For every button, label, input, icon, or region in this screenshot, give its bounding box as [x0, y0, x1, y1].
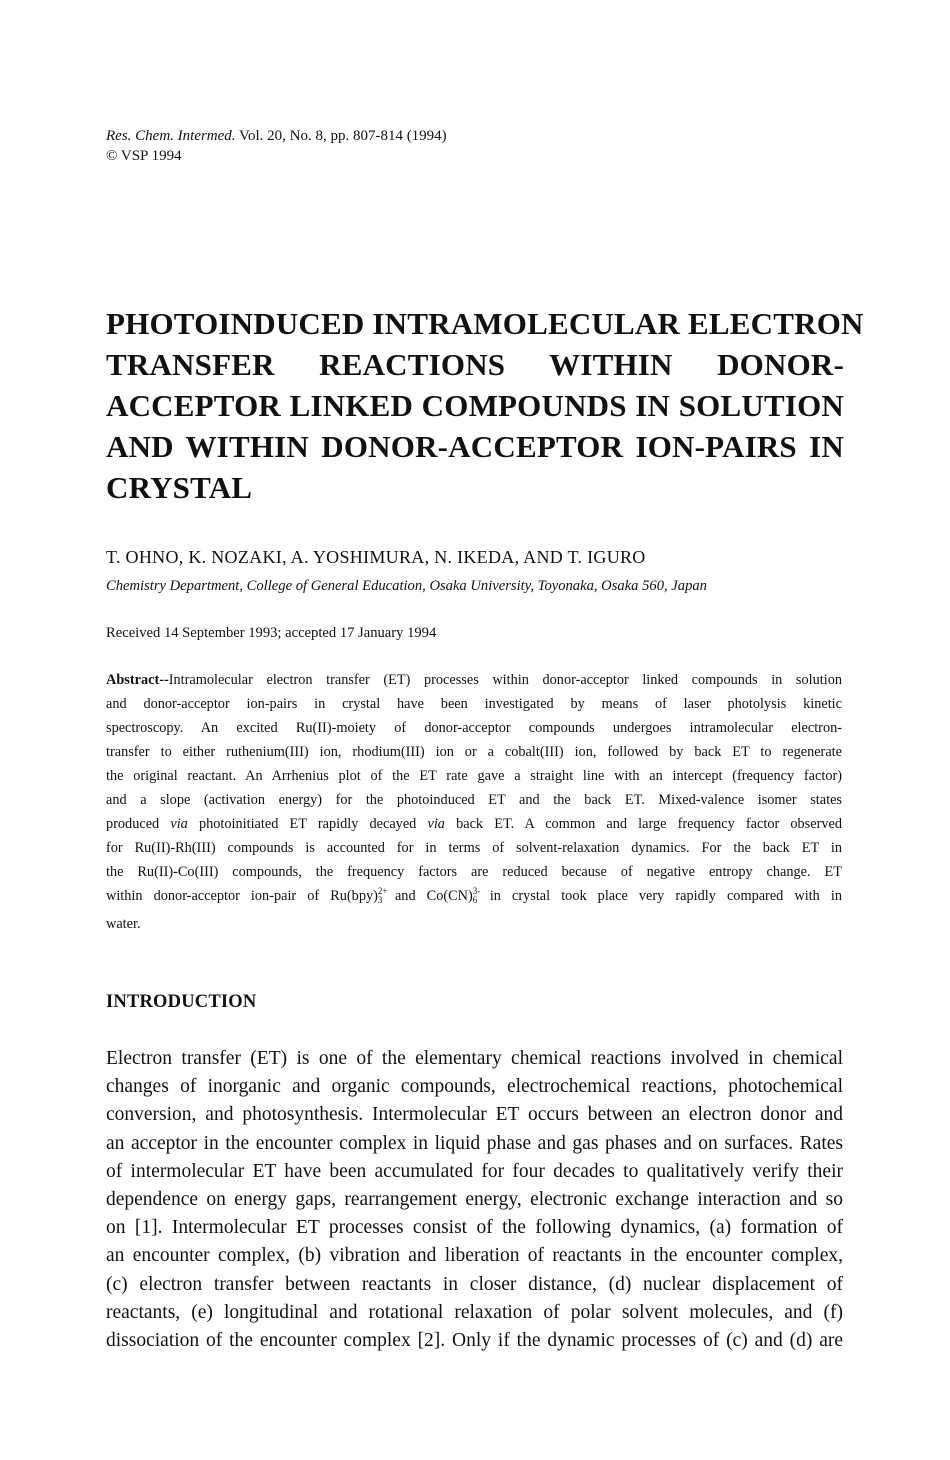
paper-title	[106, 303, 864, 508]
citation-header	[106, 126, 447, 166]
author-list: T. OHNO, K. NOZAKI, A. YOSHIMURA, N. IKEDA, AND T. IGURO	[106, 547, 646, 567]
formula-superscript: 3-	[472, 886, 481, 896]
title-line: CRYSTAL	[106, 470, 253, 505]
formula-superscript: 2+	[377, 886, 388, 896]
abstract-line: for Ru(II)-Rh(III) compounds is accounted for in terms of solvent-relaxation dynamics. For the back ET in	[106, 840, 842, 856]
title-line: AND WITHIN DONOR-ACCEPTOR ION-PAIRS IN	[106, 429, 844, 464]
abstract-text: photoinitiated ET rapidly decayed	[187, 816, 428, 832]
abstract-line: water.	[106, 916, 141, 932]
abstract-line: the original reactant. An Arrhenius plot of the ET rate gave a straight line with an intercept (frequency factor)	[106, 768, 842, 784]
citation-line	[106, 126, 447, 146]
intro-line: (c) electron transfer between reactants in closer distance, (d) nuclear displacement of	[106, 1273, 843, 1295]
formula-subscript: 6	[472, 895, 478, 905]
title-line: PHOTOINDUCED INTRAMOLECULAR ELECTRON	[106, 306, 864, 341]
abstract-line: the Ru(II)-Co(III) compounds, the frequency factors are reduced because of negative entropy change. ET	[106, 864, 842, 880]
intro-line: an encounter complex, (b) vibration and liberation of reactants in the encounter complex,	[106, 1245, 843, 1267]
intro-line: dependence on energy gaps, rearrangement energy, electronic exchange interaction and so	[106, 1189, 843, 1211]
section-heading: INTRODUCTION	[106, 992, 257, 1012]
citation-details: Vol. 20, No. 8, pp. 807-814 (1994)	[239, 128, 447, 144]
abstract-text: Intramolecular electron transfer (ET) processes within donor-acceptor linked compounds in solution	[168, 672, 842, 688]
abstract-line	[106, 812, 842, 836]
intro-line: reactants, (e) longitudinal and rotational relaxation of polar solvent molecules, and (f)	[106, 1301, 843, 1323]
abstract-line	[106, 668, 842, 692]
intro-line: on [1]. Intermolecular ET processes consist of the following dynamics, (a) formation of	[106, 1217, 843, 1239]
intro-line: of intermolecular ET have been accumulated for four decades to qualitatively verify their	[106, 1160, 843, 1182]
abstract-line: and a slope (activation energy) for the photoinduced ET and the back ET. Mixed-valence isomer states	[106, 792, 842, 808]
intro-line: dissociation of the encounter complex [2]. Only if the dynamic processes of (c) and (d) are	[106, 1330, 843, 1352]
abstract-italic: via	[170, 816, 188, 832]
introduction-body	[106, 1045, 843, 1355]
formula-subscript: 3	[377, 895, 383, 905]
abstract-italic: via	[427, 816, 445, 832]
abstract-line: spectroscopy. An excited Ru(II)-moiety of donor-acceptor compounds undergoes intramolecular electron-	[106, 720, 842, 736]
abstract-line	[106, 884, 842, 912]
received-dates: Received 14 September 1993; accepted 17 January 1994	[106, 625, 437, 641]
intro-line: changes of inorganic and organic compounds, electrochemical reactions, photochemical	[106, 1076, 843, 1098]
affiliation: Chemistry Department, College of General Education, Osaka University, Toyonaka, Osaka 560, Japan	[106, 578, 707, 594]
abstract-line: and donor-acceptor ion-pairs in crystal have been investigated by means of laser photolysis kinetic	[106, 696, 842, 712]
intro-line: Electron transfer (ET) is one of the elementary chemical reactions involved in chemical	[106, 1048, 843, 1069]
journal-name: Res. Chem. Intermed.	[106, 128, 236, 144]
abstract	[106, 668, 842, 936]
abstract-text: produced	[106, 816, 171, 832]
intro-line: an acceptor in the encounter complex in liquid phase and gas phases and on surfaces. Rates	[106, 1132, 843, 1154]
copyright-line: © VSP 1994	[106, 148, 182, 164]
title-line: ACCEPTOR LINKED COMPOUNDS IN SOLUTION	[106, 388, 844, 423]
intro-line: conversion, and photosynthesis. Intermolecular ET occurs between an electron donor and	[106, 1104, 843, 1126]
formula-subsup	[473, 888, 479, 912]
formula-subsup	[377, 886, 388, 912]
abstract-text: in crystal took place very rapidly compared with in	[478, 888, 842, 904]
abstract-text: and Co(CN)	[383, 888, 473, 904]
title-line: TRANSFER REACTIONS WITHIN DONOR-	[106, 347, 844, 382]
abstract-line: transfer to either ruthenium(III) ion, rhodium(III) ion or a cobalt(III) ion, followed by back ET to regenerate	[106, 744, 842, 760]
abstract-label: Abstract--	[106, 672, 169, 688]
abstract-text: within donor-acceptor ion-pair of Ru(bpy)	[106, 888, 378, 904]
abstract-text: back ET. A common and large frequency factor observed	[444, 816, 842, 832]
